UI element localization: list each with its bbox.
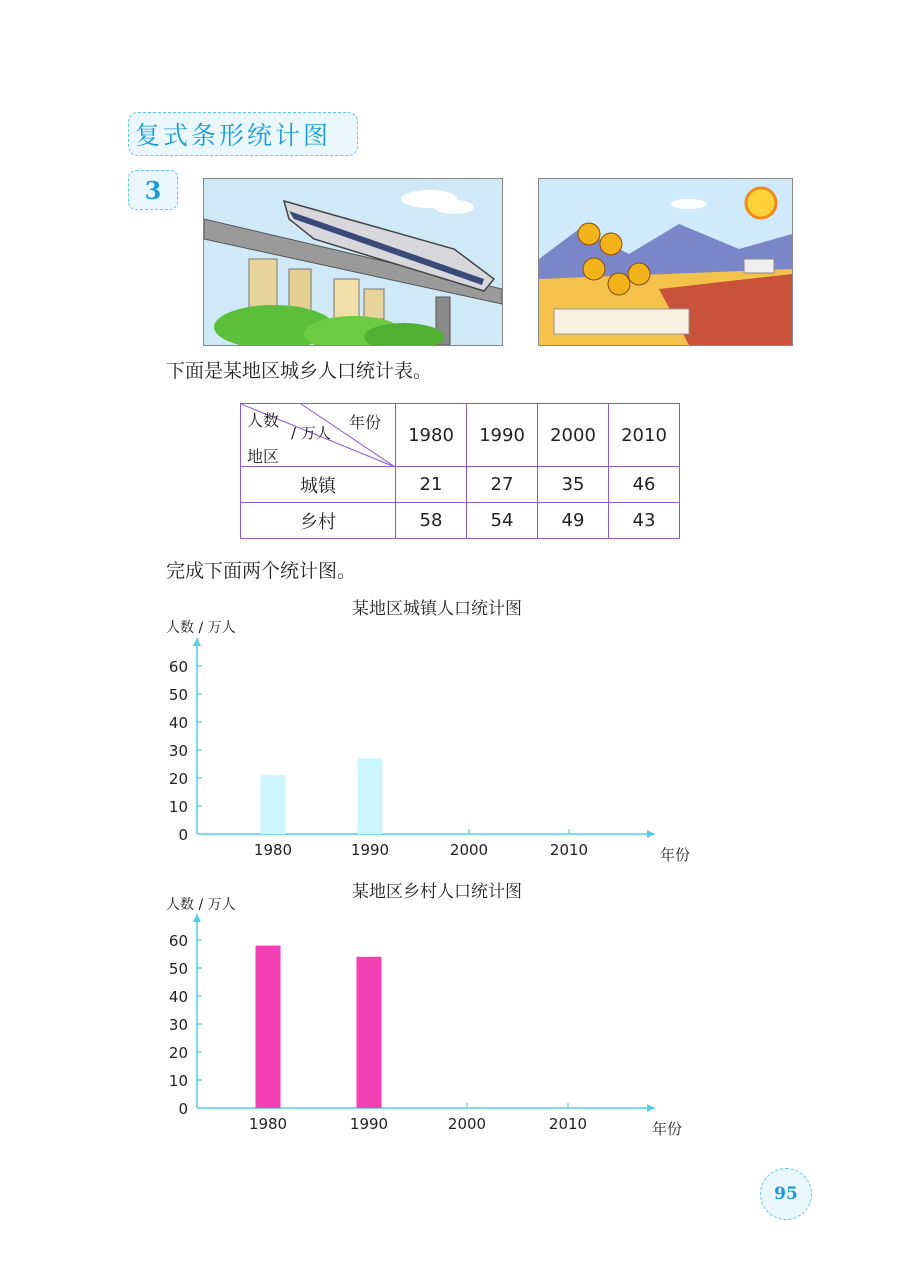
y-tick-label: 50 [168, 960, 188, 978]
y-tick-label: 10 [168, 1072, 188, 1090]
table-header-year: 2000 [538, 404, 609, 467]
intro-text: 下面是某地区城乡人口统计表。 [166, 360, 433, 382]
x-axis-label: 年份 [652, 1120, 683, 1138]
table-cell: 58 [396, 503, 467, 539]
x-axis-arrow [647, 1104, 655, 1112]
y-tick-label: 40 [168, 714, 188, 732]
y-tick-label: 30 [168, 742, 188, 760]
corner-label-region: 地区 [247, 447, 280, 466]
page-number: 95 [774, 1184, 798, 1204]
instruction-text: 完成下面两个统计图。 [166, 560, 357, 582]
x-tick-label: 1980 [248, 1115, 288, 1133]
y-tick-label: 0 [178, 826, 188, 844]
table-header-year: 1980 [396, 404, 467, 467]
x-tick-label: 2000 [449, 841, 489, 859]
y-axis-label-rural: 人数 / 万人 [166, 897, 236, 913]
y-tick-label: 60 [168, 658, 188, 676]
table-row-label: 城镇 [241, 467, 396, 503]
y-tick-label: 30 [168, 1016, 188, 1034]
x-axis-label: 年份 [660, 846, 691, 864]
table-header-year: 2010 [609, 404, 680, 467]
bar [357, 957, 382, 1108]
section-title: 复式条形统计图 [135, 121, 332, 150]
x-tick-label: 2010 [548, 1115, 588, 1133]
y-tick-label: 60 [168, 932, 188, 950]
x-tick-label: 1990 [350, 841, 390, 859]
x-tick-label: 2010 [549, 841, 589, 859]
table-cell: 35 [538, 467, 609, 503]
table-cell: 46 [609, 467, 680, 503]
table-header-year: 1990 [467, 404, 538, 467]
table-cell: 49 [538, 503, 609, 539]
y-tick-label: 40 [168, 988, 188, 1006]
table-cell: 21 [396, 467, 467, 503]
y-axis-label-urban: 人数 / 万人 [166, 620, 236, 636]
chart-title-rural: 某地区乡村人口统计图 [352, 882, 522, 902]
x-tick-label: 1980 [253, 841, 293, 859]
table-row-label: 乡村 [241, 503, 396, 539]
y-tick-label: 20 [168, 770, 188, 788]
y-tick-label: 20 [168, 1044, 188, 1062]
y-tick-label: 0 [178, 1100, 188, 1118]
table-cell: 27 [467, 467, 538, 503]
y-tick-label: 50 [168, 686, 188, 704]
table-cell: 43 [609, 503, 680, 539]
problem-number: 3 [144, 175, 162, 205]
page-number-badge [760, 1168, 812, 1220]
x-tick-label: 1990 [349, 1115, 389, 1133]
bar [256, 946, 281, 1108]
chart-title-urban: 某地区城镇人口统计图 [352, 599, 522, 619]
x-tick-label: 2000 [447, 1115, 487, 1133]
table-cell: 54 [467, 503, 538, 539]
corner-label-count: 人数 [247, 411, 280, 430]
corner-label-unit: / 万人 [291, 424, 331, 442]
y-tick-label: 10 [168, 798, 188, 816]
corner-label-year: 年份 [349, 413, 382, 432]
y-axis-arrow [193, 914, 201, 922]
